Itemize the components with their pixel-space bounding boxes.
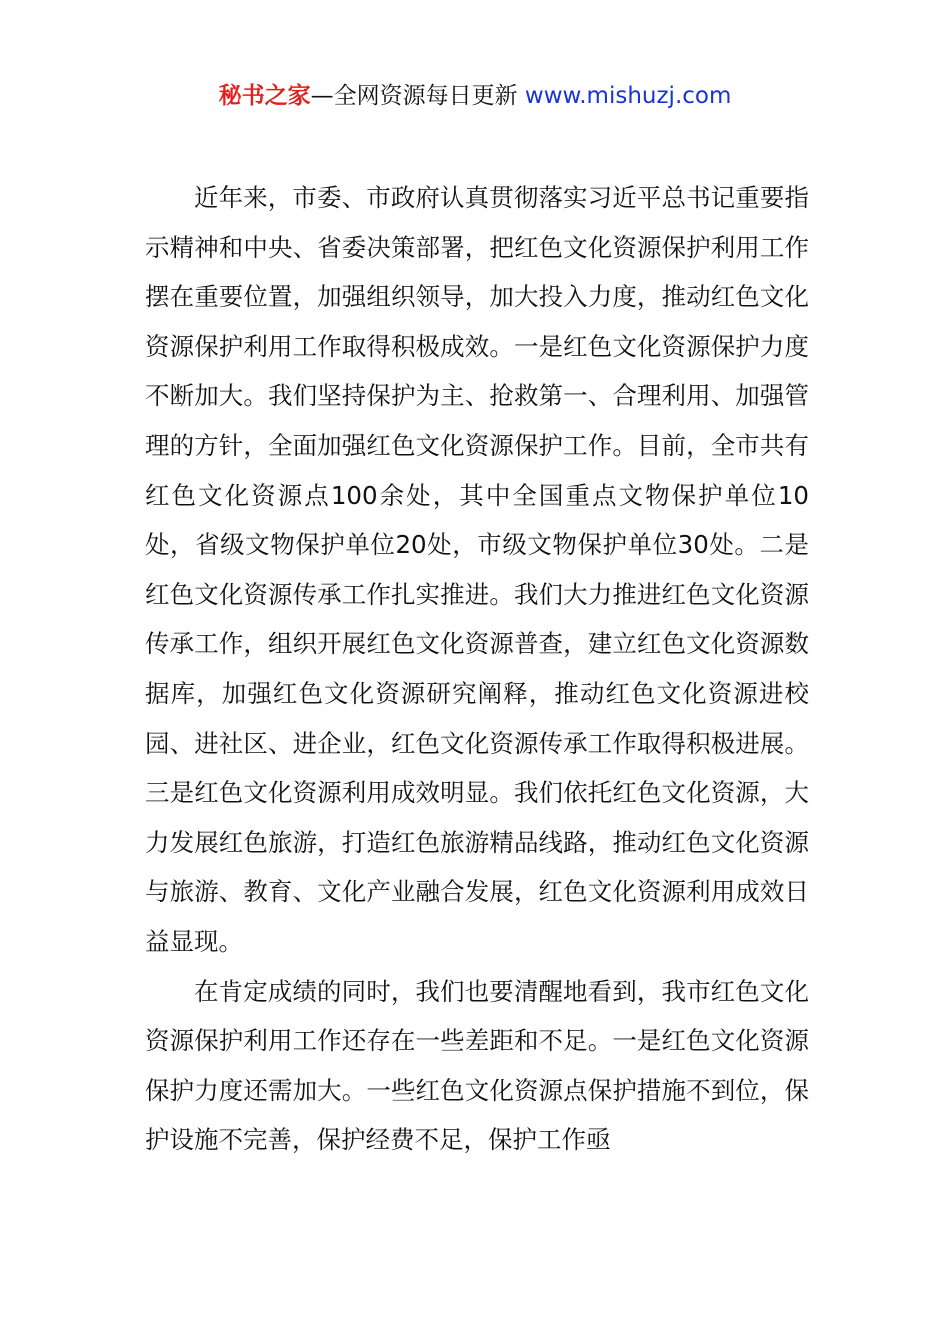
header-url-link[interactable]: www.mishuzj.com [524,83,732,109]
paragraph-shortcomings: 在肯定成绩的同时，我们也要清醒地看到，我市红色文化资源保护利用工作还存在一些差距和不足。一是红色文化资源保护力度还需加大。一些红色文化资源点保护措施不到位，保护设施不完善，保护经费不足，保护工作亟 [145,976,809,1155]
page-header [0,78,950,114]
document-body [145,173,809,1165]
header-tagline: —全网资源每日更新 [310,83,525,109]
header-brand: 秘书之家 [218,83,311,109]
paragraph-achievements: 近年来，市委、市政府认真贯彻落实习近平总书记重要指示精神和中央、省委决策部署，把红色文化资源保护利用工作摆在重要位置，加强组织领导，加大投入力度，推动红色文化资源保护利用工作取得积极成效。一是红色文化资源保护力度不断加大。我们坚持保护为主、抢救第一、合理利用、加强管理的方针，全面加强红色文化资源保护工作。目前，全市共有红色文化资源点100余处，其中全国重点文物保护单位10处，省级文物保护单位20处，市级文物保护单位30处。二是红色文化资源传承工作扎实推进。我们大力推进红色文化资源传承工作，组织开展红色文化资源普查，建立红色文化资源数据库，加强红色文化资源研究阐释，推动红色文化资源进校园、进社区、进企业，红色文化资源传承工作取得积极进展。三是红色文化资源利用成效明显。我们依托红色文化资源，大力发展红色旅游，打造红色旅游精品线路，推动红色文化资源与旅游、教育、文化产业融合发展，红色文化资源利用成效日益显现。 [145,183,809,956]
